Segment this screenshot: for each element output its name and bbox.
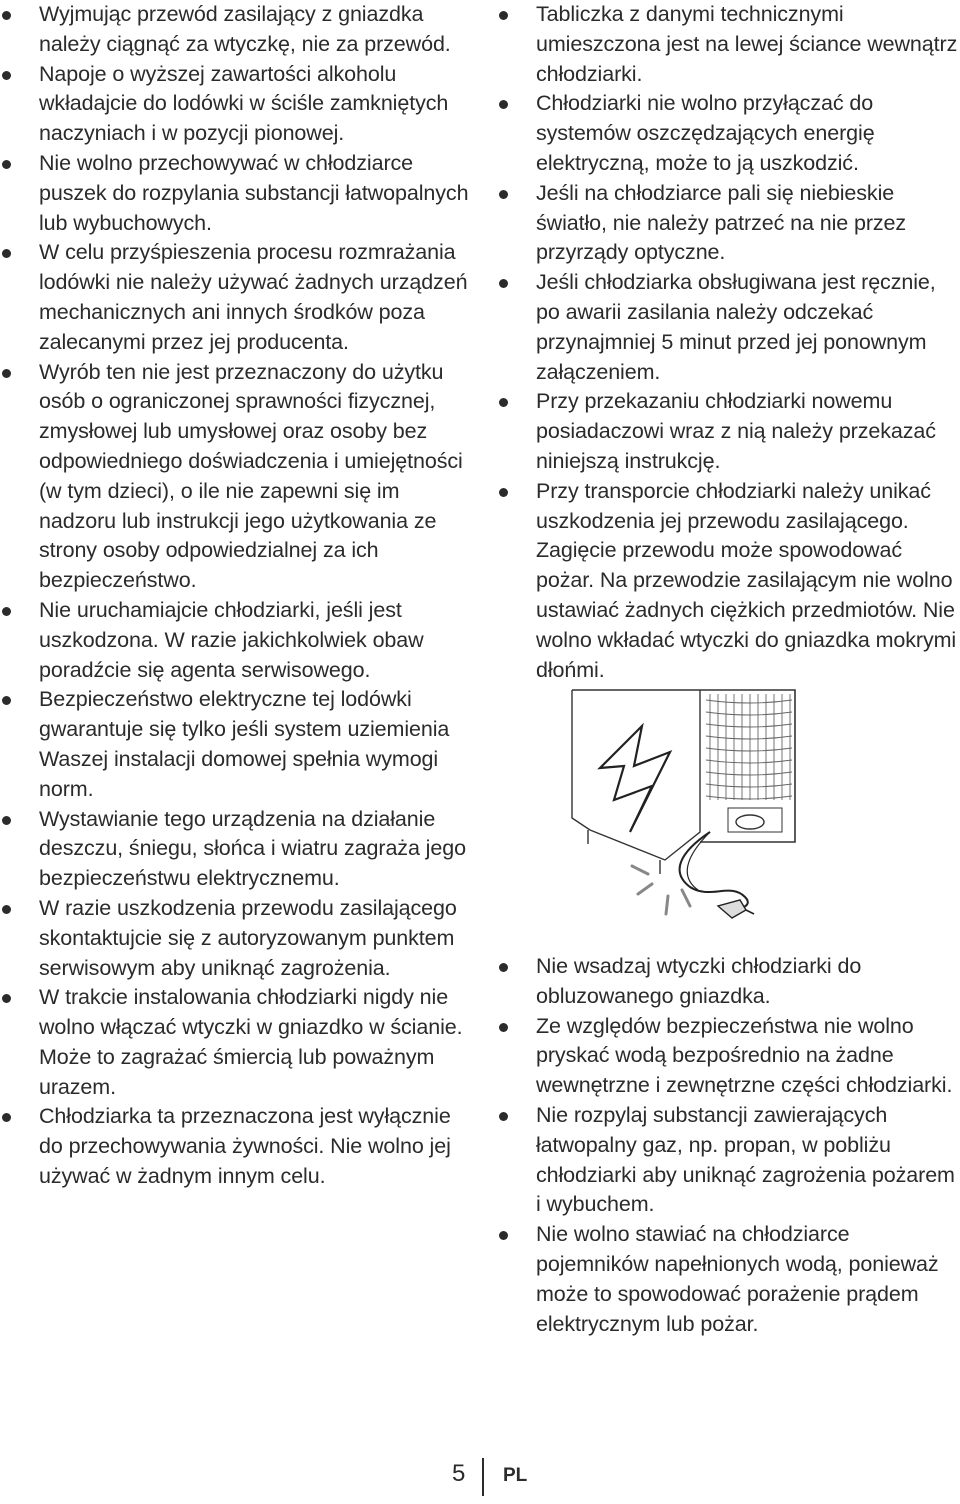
list-item: Przy przekazaniu chłodziarki nowemu posiadaczowi wraz z nią należy przekazać niniejszą instrukcję. <box>497 387 960 476</box>
right-column-bottom <box>497 952 960 1339</box>
list-item: Wyjmując przewód zasilający z gniazdka należy ciągnąć za wtyczkę, nie za przewód. <box>0 0 470 60</box>
fridge-illustration-svg <box>560 682 880 932</box>
list-item: Wyrób ten nie jest przeznaczony do użytku osób o ograniczonej sprawności fizycznej, zmysłowej lub umysłowej oraz osoby bez odpowiedniego doświadczenia i umiejętności (w tym dzieci), o ile nie zapewni się im nadzoru lub instrukcji jego użytkowania ze strony osoby odpowiedzialnej za ich bezpieczeństwo. <box>0 358 470 596</box>
list-item: Chłodziarka ta przeznaczona jest wyłącznie do przechowywania żywności. Nie wolno jej używać w żadnym innym celu. <box>0 1102 470 1191</box>
language-code: PL <box>503 1465 528 1486</box>
safety-list-right-bottom <box>497 952 960 1339</box>
list-item: W celu przyśpieszenia procesu rozmrażania lodówki nie należy używać żadnych urządzeń mechanicznych ani innych środków poza zalecanymi przez jej producenta. <box>0 238 470 357</box>
list-item: Przy transporcie chłodziarki należy unikać uszkodzenia jej przewodu zasilającego. Zagięcie przewodu może spowodować pożar. Na przewodzie zasilającym nie wolno ustawiać żadnych ciężkich przedmiotów. Nie wolno wkładać wtyczki do gniazdka mokrymi dłońmi. <box>497 477 960 686</box>
list-item: Nie uruchamiajcie chłodziarki, jeśli jest uszkodzona. W razie jakichkolwiek obaw poradźcie się agenta serwisowego. <box>0 596 470 685</box>
safety-list-right-top <box>497 0 960 685</box>
list-item: Wystawianie tego urządzenia na działanie deszczu, śniegu, słońca i wiatru zagraża jego bezpieczeństwu elektrycznemu. <box>0 805 470 894</box>
list-item: Ze względów bezpieczeństwa nie wolno pryskać wodą bezpośrednio na żadne wewnętrzne i zewnętrzne części chłodziarki. <box>497 1012 960 1101</box>
list-item: W trakcie instalowania chłodziarki nigdy nie wolno włączać wtyczki w gniazdko w ścianie. Może to zagrażać śmiercią lub poważnym urazem. <box>0 983 470 1102</box>
list-item: Nie rozpylaj substancji zawierających łatwopalny gaz, np. propan, w pobliżu chłodziarki aby uniknąć zagrożenia pożarem i wybuchem. <box>497 1101 960 1220</box>
page-number: 5 <box>452 1460 466 1487</box>
list-item: Tabliczka z danymi technicznymi umieszczona jest na lewej ściance wewnątrz chłodziarki. <box>497 0 960 89</box>
list-item: Nie wolno przechowywać w chłodziarce puszek do rozpylania substancji łatwopalnych lub wybuchowych. <box>0 149 470 238</box>
list-item: Nie wolno stawiać na chłodziarce pojemników napełnionych wodą, ponieważ może to spowodować porażenie prądem elektrycznym lub pożar. <box>497 1220 960 1339</box>
list-item: Jeśli chłodziarka obsługiwana jest ręcznie, po awarii zasilania należy odczekać przynajmniej 5 minut przed jej ponownym załączeniem. <box>497 268 960 387</box>
left-column <box>0 0 470 1192</box>
list-item: Jeśli na chłodziarce pali się niebieskie światło, nie należy patrzeć na nie przez przyrządy optyczne. <box>497 179 960 268</box>
list-item: W razie uszkodzenia przewodu zasilającego skontaktujcie się z autoryzowanym punktem serwisowym aby uniknąć zagrożenia. <box>0 894 470 983</box>
list-item: Bezpieczeństwo elektryczne tej lodówki gwarantuje się tylko jeśli system uziemienia Waszej instalacji domowej spełnia wymogi norm. <box>0 685 470 804</box>
footer-divider <box>482 1458 484 1496</box>
list-item: Chłodziarki nie wolno przyłączać do systemów oszczędzających energię elektryczną, może to ją uszkodzić. <box>497 89 960 178</box>
list-item: Nie wsadzaj wtyczki chłodziarki do obluzowanego gniazdka. <box>497 952 960 1012</box>
safety-list-left <box>0 0 470 1192</box>
list-item: Napoje o wyższej zawartości alkoholu wkładajcie do lodówki w ściśle zamkniętych naczyniach i w pozycji pionowej. <box>0 60 470 149</box>
right-column-top <box>497 0 960 685</box>
fridge-power-cord-illustration <box>560 682 880 932</box>
